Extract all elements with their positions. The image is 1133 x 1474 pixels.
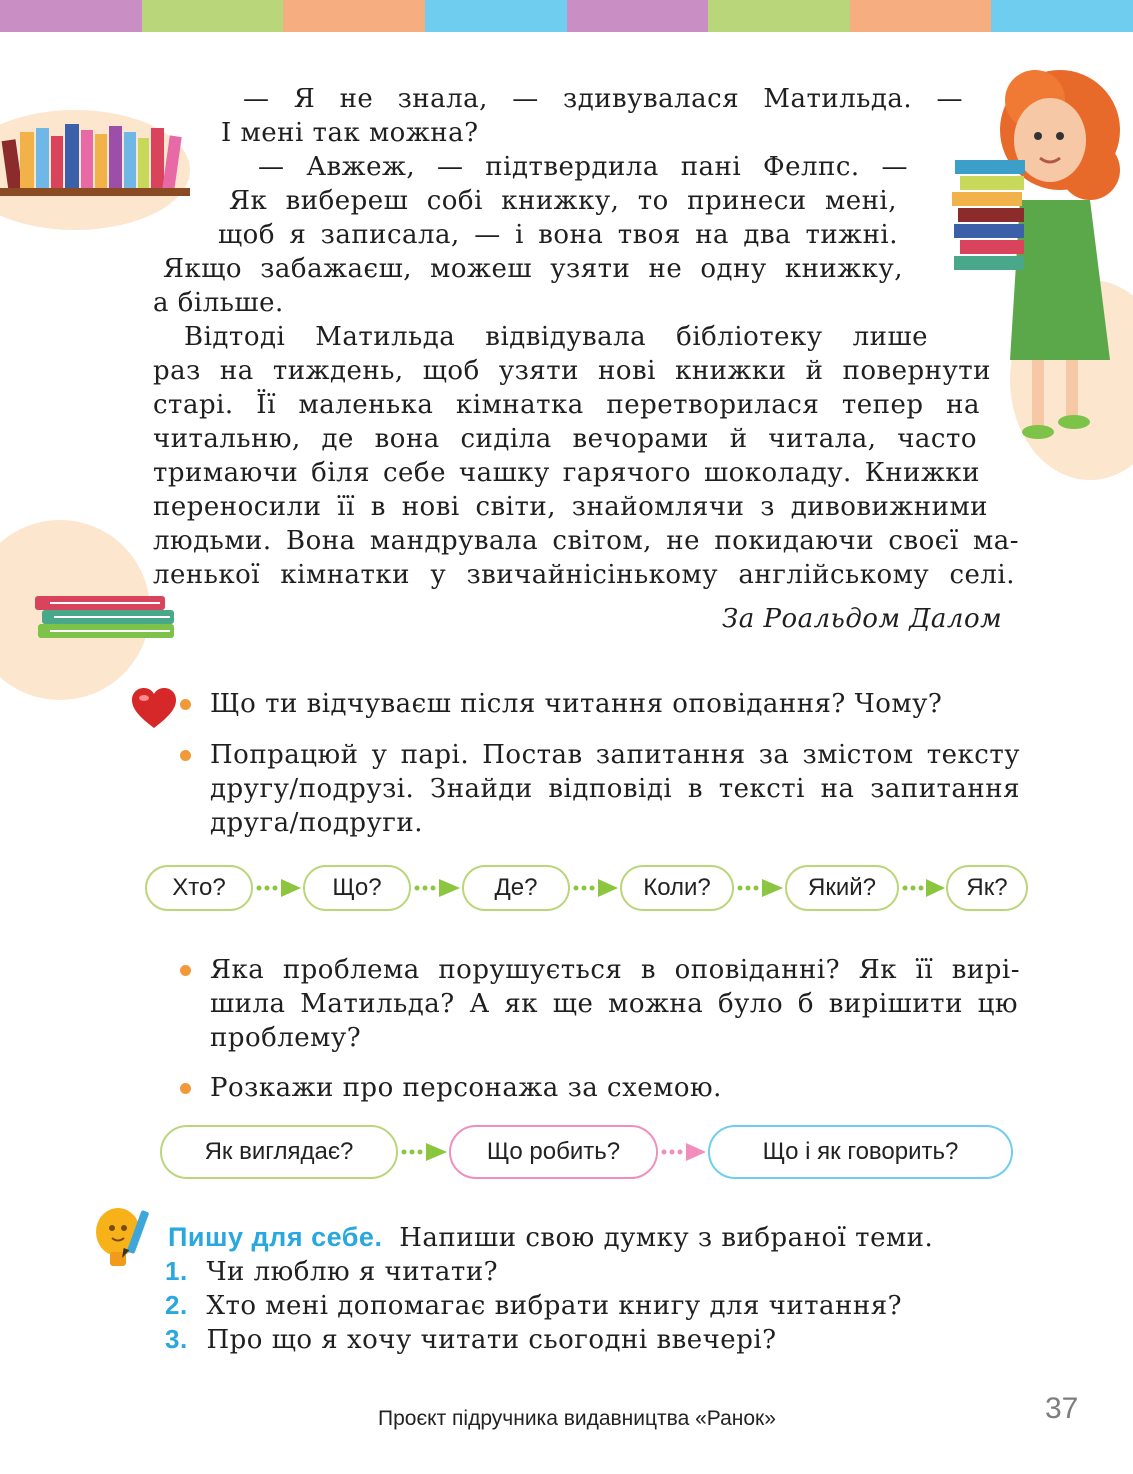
story-line: читальню, де вона сиділа вечорами й читала, часто: [153, 424, 977, 454]
scheme-pill-speech: Що і як говорить?: [708, 1125, 1013, 1179]
bullet: [180, 965, 191, 976]
writing-heading: Пишу для себе.: [168, 1222, 383, 1252]
story-line: Якщо забажаєш, можеш узяти не одну книжку,: [163, 254, 903, 284]
writing-item: [165, 1322, 777, 1357]
story-line: — Авжеж, — підтвердила пані Фелпс. —: [258, 152, 908, 182]
question-pill: Де?: [462, 865, 570, 911]
story-line: переносили її в нові світи, знайомлячи з дивовижними: [153, 492, 988, 522]
task-problem-line: проблему?: [210, 1023, 362, 1053]
item-number: 2.: [165, 1290, 188, 1320]
question-pill: Що?: [303, 865, 411, 911]
story-line: ленької кімнатки у звичайнісінькому англійському селі.: [153, 560, 1015, 590]
bullet: [180, 1083, 191, 1094]
bookshelf-icon: [0, 110, 200, 210]
dotted-arrow-icon: [253, 865, 303, 911]
top-bar-segment: [0, 0, 142, 32]
task-problem-line: шила Матильда? А як ще можна було б вирішити цю: [210, 989, 1018, 1019]
story-line: людьми. Вона мандрувала світом, не покидаючи своєї ма-: [153, 526, 1019, 556]
dotted-arrow-icon: [899, 865, 946, 911]
dotted-arrow-icon: [570, 865, 620, 911]
footer-publisher: Проєкт підручника видавництва «Ранок»: [378, 1407, 776, 1430]
top-bar-segment: [991, 0, 1133, 32]
page-number: 37: [1045, 1392, 1079, 1425]
dotted-arrow-icon: [734, 865, 785, 911]
dotted-arrow-icon: [411, 865, 462, 911]
story-line: тримаючи біля себе чашку гарячого шоколаду. Книжки: [153, 458, 980, 488]
writing-intro-line: [168, 1220, 933, 1255]
item-text: Чи люблю я читати?: [206, 1257, 499, 1287]
task-pair-work-line: другу/подрузі. Знайди відповіді в тексті на запитання: [210, 774, 1020, 804]
item-number: 1.: [165, 1256, 188, 1286]
story-line: І мені так можна?: [221, 118, 479, 148]
story-line: старі. Її маленька кімнатка перетворилася тепер на: [153, 390, 980, 420]
bullet: [180, 750, 191, 761]
writing-item: [165, 1288, 902, 1323]
item-text: Про що я хочу читати сьогодні ввечері?: [206, 1325, 777, 1355]
task-question-feelings: Що ти відчуваєш після читання оповідання? Чому?: [210, 689, 943, 719]
dotted-arrow-icon: [658, 1129, 708, 1175]
question-pill: Коли?: [620, 865, 734, 911]
task-problem-line: Яка проблема порушується в оповіданні? Як її вирі-: [210, 955, 1020, 985]
task-pair-work-line: друга/подруги.: [210, 808, 423, 838]
item-text: Хто мені допомагає вибрати книгу для читання?: [206, 1291, 903, 1321]
task-character-scheme: Розкажи про персонажа за схемою.: [210, 1073, 722, 1103]
bullet: [180, 699, 191, 710]
top-bar-segment: [708, 0, 850, 32]
story-author: За Роальдом Далом: [722, 604, 1003, 634]
top-bar-segment: [425, 0, 567, 32]
top-color-bar: [0, 0, 1133, 32]
item-number: 3.: [165, 1324, 188, 1354]
scheme-pill-appearance: Як виглядає?: [160, 1125, 398, 1179]
writing-item: [165, 1254, 498, 1289]
story-line: раз на тиждень, щоб узяти нові книжки й повернути: [153, 356, 991, 386]
task-pair-work-line: Попрацюй у парі. Постав запитання за змістом тексту: [210, 740, 1020, 770]
question-pill: Який?: [785, 865, 899, 911]
story-line: а більше.: [153, 288, 284, 318]
top-bar-segment: [142, 0, 284, 32]
question-pill: Як?: [946, 865, 1028, 911]
story-line: Відтоді Матильда відвідувала бібліотеку лише: [184, 322, 928, 352]
scheme-pill-actions: Що робить?: [449, 1125, 658, 1179]
top-bar-segment: [567, 0, 709, 32]
book-stack-icon: [30, 590, 180, 650]
lightbulb-pen-icon: [94, 1206, 156, 1274]
story-line: щоб я записала, — і вона твоя на два тижні.: [218, 220, 898, 250]
heart-icon: [132, 688, 176, 730]
story-line: Як вибереш собі книжку, то принеси мені,: [229, 186, 897, 216]
top-bar-segment: [850, 0, 992, 32]
question-pill: Хто?: [145, 865, 253, 911]
story-line: — Я не знала, — здивувалася Матильда. —: [243, 84, 963, 114]
writing-intro: Напиши свою думку з вибраної теми.: [399, 1223, 934, 1253]
top-bar-segment: [283, 0, 425, 32]
dotted-arrow-icon: [398, 1129, 449, 1175]
